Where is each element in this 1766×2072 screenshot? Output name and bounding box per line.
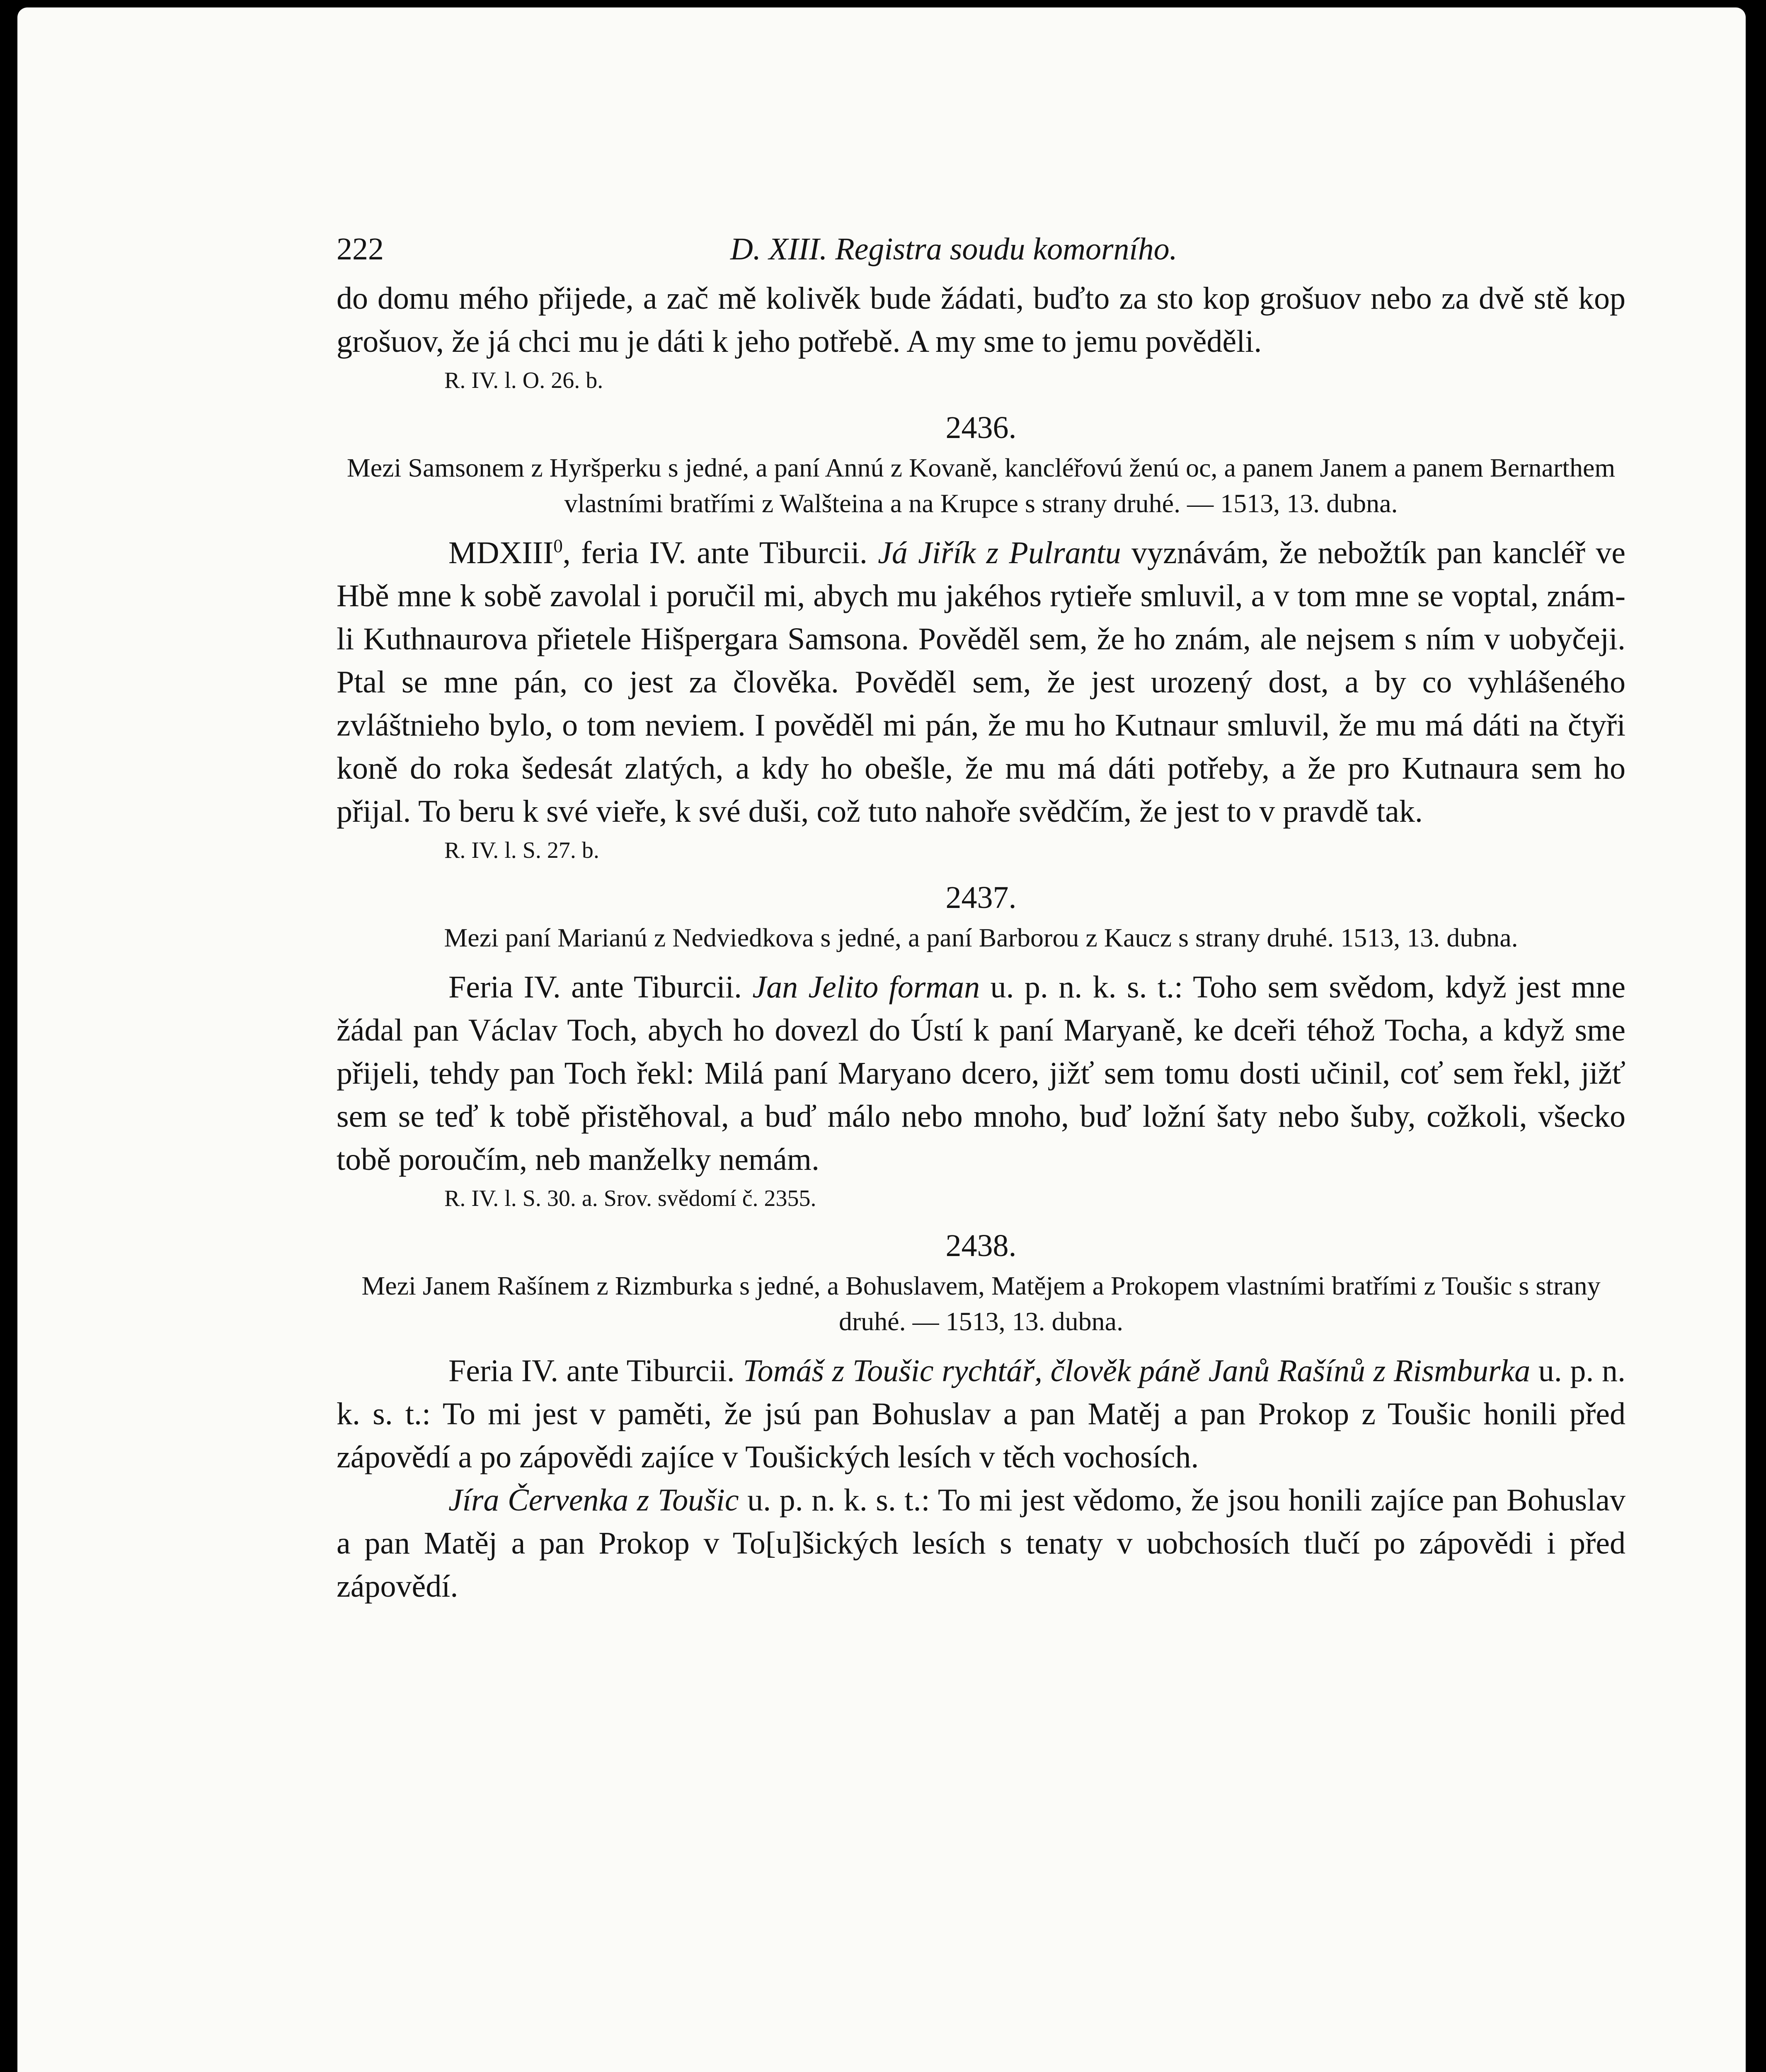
running-title: D. XIII. Registra soudu komorního. [730,232,1177,266]
entry-summary: Mezi Samsonem z Hyršperku s jedné, a paní Annú z Kovaně, kancléřovú ženú oc, a panem Janem a panem Bernarthem vlastními bratřími z Walšteina a na Krupce s strany druhé. — 1513, 13. dubna. [346,453,1616,518]
entry-testimony [337,966,1625,1181]
entry-testimony-second [337,1479,1625,1608]
entry-summary: Mezi paní Marianú z Nedviedkova s jedné, a paní Barborou z Kaucz s strany druhé. 1513, 13. dubna. [444,923,1518,952]
entry-number: 2437. [945,880,1017,915]
date-superscript: 0 [553,535,563,557]
page-number: 222 [337,232,384,266]
page-header [337,223,1625,277]
witness-name: Já Jiřík z Pulrantu [878,535,1121,570]
witness-name: Jíra Červenka z Toušic [448,1483,739,1518]
page-content [337,223,1625,1608]
witness-name: Tomáš z Toušic rychtář, člověk páně Janů Rašínů z Rismburka [743,1353,1531,1388]
book-page [17,7,1746,2072]
intro-paragraph: do domu mého přijede, a zač mě kolivěk bude žádati, buďto za sto kop grošuov nebo za dvě stě kop grošuov, že já chci mu je dáti k jeho potřebě. A my sme to jemu pověděli. [337,281,1625,359]
source-reference: R. IV. l. S. 30. a. Srov. svědomí č. 2355. [444,1186,816,1211]
testimony-text: u. p. n. k. s. t.: Toho sem svědom, když jest mne žádal pan Václav Toch, abych ho dovezl do Ústí k paní Maryaně, ke dceři téhož Tocha, a když sme přijeli, tehdy pan Toch řekl: Milá paní Maryano dcero, jižť sem tomu dosti učinil, coť sem řekl, jižť sem se teď k tobě přistěhoval, a buď málo nebo mnoho, buď ložní šaty nebo šuby, cožkoli, všecko tobě poroučím, neb manželky nemám. [337,970,1625,1177]
testimony-text: u. p. n. k. s. t.: To mi jest vědomo, že jsou honili zajíce pan Bohuslav a pan Matěj a pan Prokop v To[u]šických lesích s tenaty v uobchosích tlučí po zápovědi i před zápovědí. [337,1483,1625,1604]
source-reference: R. IV. l. O. 26. b. [444,368,603,393]
source-reference: R. IV. l. S. 27. b. [444,838,599,863]
entry-date: MDXIII [448,535,554,570]
testimony-text: vyznávám, že nebožtík pan kancléř ve Hbě mne k sobě zavolal i poručil mi, abych mu jakéhos rytieře smluvil, a v tom mne se voptal, znám-li Kuthnaurova přietele Hišpergara Samsona. Pověděl sem, že ho znám, ale nejsem s ním v uobyčeji. Ptal se mne pán, co jest za člověka. Pověděl sem, že jest urozený dost, a by co vyhlášeného zvláštnieho bylo, o tom neviem. I pověděl mi pán, že mu ho Kutnaur smluvil, že mu má dáti na čtyři koně do roka šedesát zlatých, a kdy ho obešle, že mu má dáti potřeby, a že pro Kutnaura sem ho přijal. To beru k své vieře, k své duši, což tuto nahoře svědčím, že jest to v pravdě tak. [337,535,1626,829]
entry-date-rest: , feria IV. ante Tiburcii. [562,535,878,570]
entry-date: Feria IV. ante Tiburcii. [448,970,753,1005]
entry-date: Feria IV. ante Tiburcii. [448,1353,743,1388]
entry-testimony [337,531,1625,833]
witness-name: Jan Jelito forman [752,970,980,1005]
testimony-text: u. p. n. k. s. t.: To mi jest v paměti, že jsú pan Bohuslav a pan Matěj a pan Prokop z Toušic honili před zápovědí a po zápovědi zajíce v Toušických lesích v těch vochosích. [337,1353,1625,1474]
entry-number: 2438. [945,1228,1017,1263]
entry-testimony [337,1349,1625,1479]
entry-number: 2436. [945,410,1017,445]
entry-summary: Mezi Janem Rašínem z Rizmburka s jedné, a Bohuslavem, Matějem a Prokopem vlastními bratřími z Toušic s strany druhé. — 1513, 13. dubna. [361,1271,1601,1336]
